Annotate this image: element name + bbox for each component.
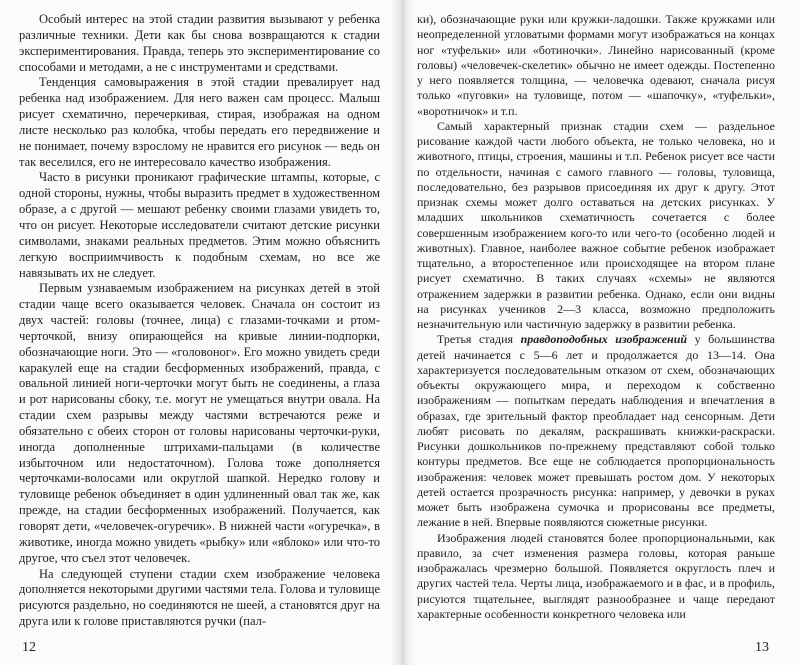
paragraph: Часто в рисунки проникают графические штампы, которые, с одной стороны, нужны, чтобы выразить предмет в художественном образе, а с другой — мешают ребенку своими глазами увидеть то, что он рисует. Некоторые исследователи считают детские рисунки символами, знаками реальных предметов. Этим можно объяснить легкую восприимчивость к подобным схемам, но все же навязывать их не следует. (19, 170, 380, 280)
paragraph: Самый характерный признак стадии схем — раздельное рисование каждой части любого объекта, не только человека, но и животного, птицы, строения, машины и т.п. Ребенок рисует все части по отдельности, начиная с самого главного — головы, туловища, последовательно, без разрывов присоединяя их друг к другу. Этот признак схемы может долго оставаться на детских рисунках. У младших школьников схематичность сочетается с более совершенным изображением кого-то или чего-то (особенно людей и животных). Главное, наиболее важное событие ребенок изображает тщательно, а второстепенное или происходящее на втором плане рисует схематично. В таких случаях «схемы» не являются отражением задержки в развитии ребенка. Однако, если они видны на рисунках учеников 2—3 класса, возможно предположить незначительную или частичную задержку в развитии ребенка. (417, 118, 775, 331)
paragraph-third-stage (417, 332, 775, 530)
left-page (19, 12, 380, 630)
emphasized-term: правдоподобных изображений (520, 332, 688, 347)
right-page (417, 12, 775, 622)
paragraph-text: Третья стадия (437, 332, 521, 347)
paragraph: На следующей ступени стадии схем изображение человека дополняется некоторыми другими частями тела. Голова и туловище рисуются раздельно, но соединяются не шеей, а становятся друг на друга или к голове приставляются ручки (пал- (19, 566, 380, 629)
paragraph: Особый интерес на этой стадии развития вызывают у ребенка различные техники. Дети как бы снова возвращаются к стадии экспериментирования. Правда, теперь это экспериментирование со способами и методами, а не с инструментами и средствами. (19, 12, 380, 74)
page-number-left: 12 (22, 640, 36, 655)
paragraph: Изображения людей становятся более пропорциональными, как правило, за счет изменения размера головы, которая раньше изображалась чрезмерно большой. Появляется округлость плеч и других частей тела. Черты лица, изображаемого и в фас, и в профиль, рисуются тщательнее, выглядят разнообразнее и чаще передают характерные особенности конкретного человека или (417, 530, 775, 621)
page-number-right: 13 (755, 640, 769, 655)
book-gutter (390, 0, 414, 665)
paragraph-text: у большинства детей начинается с 5—6 лет и продолжается до 13—14. Она характеризуется последовательным отказом от схем, обозначающих объекты окружающего мира, и переходом к собственно изображениям — попыткам передать наблюдения и впечатления в образах, где зрительный фактор преобладает над сенсорным. Дети любят рисовать по декалям, раскрашивать книжки-раскраски. Рисунки дошкольников по-прежнему представляют собой только контуры предметов. Все еще не соблюдается пропорциональность изображения: человек может превышать ростом дом. У некоторых детей остается прозрачность рисунка: например, у девочки в руках может быть изображена сумочка и прорисованы все предметы, лежание в ней. Впервые появляются сюжетные рисунки. (417, 332, 775, 530)
paragraph: ки), обозначающие руки или кружки-ладошки. Также кружками или неопределенной угловатыми формами могут изображаться на концах ног «туфельки» или «ботиночки». Линейно нарисованный (кроме головы) «человечек-скелетик» обычно не имеет одежды. Постепенно у него появляется толщина, — человечка одевают, сначала рисуя только «пуговки» на туловище, потом — «шапочку», «туфельки», «воротничок» и т.п. (417, 12, 775, 118)
paragraph: Тенденция самовыражения в этой стадии превалирует над ребенка над изображением. Для него важен сам процесс. Малыш рисует схематично, перечеркивая, стирая, изображая на одном листе несколько раз колобка, чтобы передать его передвижение и не понимает, почему взрослому не нравится его рисунок — ведь он так веселился, его не интересовало качество изображения. (19, 75, 380, 169)
paragraph: Первым узнаваемым изображением на рисунках детей в этой стадии чаще всего оказывается человек. Сначала он состоит из двух частей: головы (точнее, лица) с глазами-точками и ртом-черточкой, внизу опирающейся на кривые линии-подпорки, обозначающие ноги. Это — «головоног». Его можно увидеть среди каракулей еще на стадии бесформенных изображений, правда, с овальной линией ноги-черточки могут быть не соединены, а глаза и рот нарисованы сбоку, т.е. могут не умещаться внутри овала. На стадии схем разрывы между частями встречаются реже и обязательно с обеих сторон от головы нарисованы черточки-руки, иногда дополненные штрихами-пальцами (в количестве избыточном или недостаточном). Голова тоже дополняется черточками-волосами или округлой шапкой. Нередко голову и туловище ребенок объединяет в один удлиненный овал так же, как прежде, на стадии бесформенных изображений. Получается, как говорят дети, «человечек-огуречик». В нижней части «огуречка», в животике, иногда можно увидеть «рыбку» или «яблоко» или что-то другое, что съел этот человечек. (19, 281, 380, 565)
